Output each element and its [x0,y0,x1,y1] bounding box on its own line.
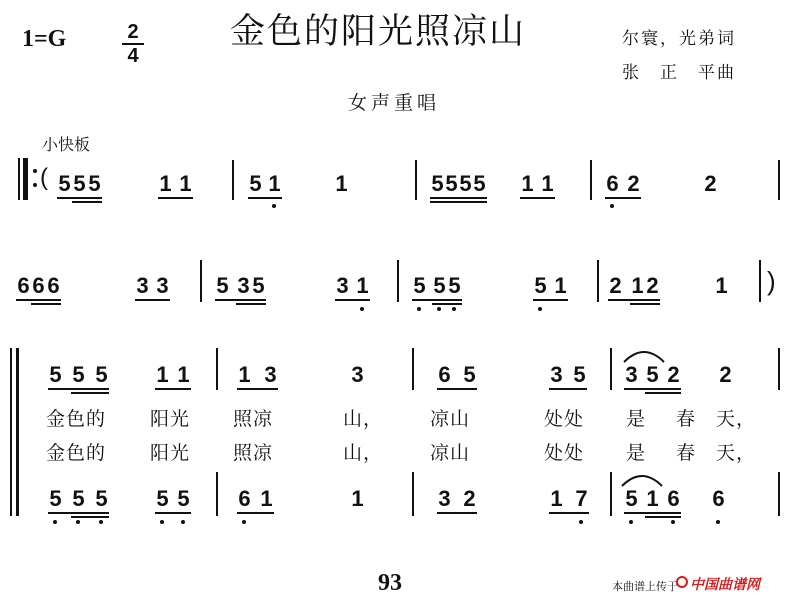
beam [31,303,61,305]
repeat-dot [33,169,37,173]
note: 5 [534,273,547,298]
octave-dot-below [181,520,185,524]
note: 5 [459,171,472,196]
beam [630,303,660,305]
barline [778,472,780,516]
octave-dot-below [610,204,614,208]
note: 3 [237,273,250,298]
note: 5 [473,171,486,196]
beam [236,303,266,305]
repeat-barline-thick [23,158,28,200]
beam [645,516,681,518]
note: 5 [448,273,461,298]
barline [778,348,780,390]
octave-dot-below [417,307,421,311]
note: 3 [438,486,451,511]
note: 5 [177,486,190,511]
beam [608,299,660,301]
octave-dot-below [272,204,276,208]
barline [610,348,612,390]
beam [605,197,641,199]
note: 6 [47,273,60,298]
note: 1 [238,362,251,387]
lyric: 处处 [544,408,585,430]
octave-dot-below [538,307,542,311]
beam [432,303,462,305]
octave-dot-below [579,520,583,524]
beam [437,512,477,514]
beam [237,512,274,514]
barline [778,160,780,200]
lyric: 天， [716,408,757,430]
note: 1 [554,273,567,298]
note: 5 [72,362,85,387]
note: 5 [95,486,108,511]
octave-dot-below [53,520,57,524]
repeat-barline-thin [18,158,20,200]
slur [622,346,666,364]
note: 1 [521,171,534,196]
beam [71,516,109,518]
barline [415,160,417,200]
note: 1 [179,171,192,196]
octave-dot-below [160,520,164,524]
octave-dot-below [716,520,720,524]
beam [237,388,278,390]
note: 2 [719,362,732,387]
barline [412,348,414,390]
beam [624,512,681,514]
key-signature: 1=G [22,26,67,52]
note: 3 [550,362,563,387]
note: 6 [17,273,30,298]
octave-dot-below [76,520,80,524]
beam [48,512,109,514]
song-title: 金色的阳光照凉山 [230,12,527,52]
beam [71,392,109,394]
repeat-open-paren: ( [40,164,48,191]
subtitle: 女声重唱 [348,92,441,114]
note: 2 [646,273,659,298]
beam [215,299,266,301]
barline [590,160,592,200]
tempo-marking: 小快板 [42,135,91,154]
barline [232,160,234,200]
lyric: 春 [676,442,697,464]
note: 1 [550,486,563,511]
note: 5 [646,362,659,387]
lyric: 是 [626,442,647,464]
note: 2 [609,273,622,298]
note: 6 [32,273,45,298]
note: 5 [49,486,62,511]
beam [549,512,589,514]
octave-dot-below [629,520,633,524]
beam [31,299,61,301]
slur [620,470,664,488]
barline [412,472,414,516]
lyric: 山， [343,442,384,464]
octave-dot-below [242,520,246,524]
note: 5 [58,171,71,196]
barline [397,260,399,302]
composer-credit: 张 正 平曲 [622,63,736,83]
note: 5 [413,273,426,298]
note: 2 [627,171,640,196]
note: 1 [541,171,554,196]
barline [216,348,218,390]
note: 5 [463,362,476,387]
note: 6 [238,486,251,511]
note: 5 [216,273,229,298]
lyric: 凉山 [430,442,471,464]
note: 7 [575,486,588,511]
beam [533,299,568,301]
time-signature [122,22,144,66]
lyric: 凉山 [430,408,471,430]
note: 5 [95,362,108,387]
note: 5 [73,171,86,196]
barline [200,260,202,302]
site-logo-icon [676,576,688,588]
note: 2 [704,171,717,196]
note: 1 [356,273,369,298]
beam [335,299,370,301]
note: 2 [463,486,476,511]
meter-top: 2 [127,21,139,43]
system-bracket-line [10,348,12,516]
note: 1 [631,273,644,298]
beam [520,197,555,199]
note: 5 [433,273,446,298]
note: 3 [136,273,149,298]
octave-dot-below [99,520,103,524]
beam [549,388,587,390]
barline [216,472,218,516]
system-bracket-thick [16,348,19,516]
note: 1 [335,171,348,196]
note: 1 [177,362,190,387]
lyric: 照凉 [233,442,274,464]
octave-dot-below [360,307,364,311]
note: 1 [260,486,273,511]
lyric: 金色的 [46,408,107,430]
beam [155,388,191,390]
note: 1 [156,362,169,387]
note: 5 [252,273,265,298]
note: 6 [667,486,680,511]
beam [248,197,282,199]
lyric: 处处 [544,442,585,464]
note: 1 [646,486,659,511]
note: 6 [606,171,619,196]
beam [624,388,681,390]
beam [155,512,191,514]
lyricist-credit: 尔寰，光弟词 [622,29,736,49]
note: 6 [438,362,451,387]
note: 3 [156,273,169,298]
lyric: 春 [676,408,697,430]
lyric: 阳光 [150,442,191,464]
beam [645,392,681,394]
lyric: 阳光 [150,408,191,430]
lyric: 天， [716,442,757,464]
octave-dot-below [437,307,441,311]
beam [158,197,193,199]
note: 5 [573,362,586,387]
beam [72,201,102,203]
note: 5 [625,486,638,511]
meter-bottom: 4 [127,45,139,67]
lyric: 是 [626,408,647,430]
beam [437,388,477,390]
barline [610,472,612,516]
note: 3 [264,362,277,387]
note: 3 [336,273,349,298]
beam [72,197,102,199]
beam [412,299,462,301]
note: 5 [445,171,458,196]
note: 5 [249,171,262,196]
note: 5 [88,171,101,196]
note: 1 [351,486,364,511]
lyric: 山， [343,408,384,430]
lyric: 金色的 [46,442,107,464]
octave-dot-below [452,307,456,311]
beam [430,201,487,203]
site-name: 中国曲谱网 [690,577,760,593]
note: 5 [49,362,62,387]
note: 1 [268,171,281,196]
octave-dot-below [671,520,675,524]
repeat-dot [33,183,37,187]
barline [597,260,599,302]
upload-note: 本曲谱上传于 [612,580,678,593]
note: 3 [351,362,364,387]
note: 1 [715,273,728,298]
barline [759,260,761,302]
note: 3 [625,362,638,387]
beam [135,299,170,301]
note: 6 [712,486,725,511]
note: 2 [667,362,680,387]
lyric: 照凉 [233,408,274,430]
beam [48,388,109,390]
note: 5 [72,486,85,511]
beam [430,197,487,199]
note: 5 [431,171,444,196]
note: 5 [156,486,169,511]
note: 1 [159,171,172,196]
repeat-close-paren: ) [767,266,776,296]
page-number: 93 [378,570,402,596]
